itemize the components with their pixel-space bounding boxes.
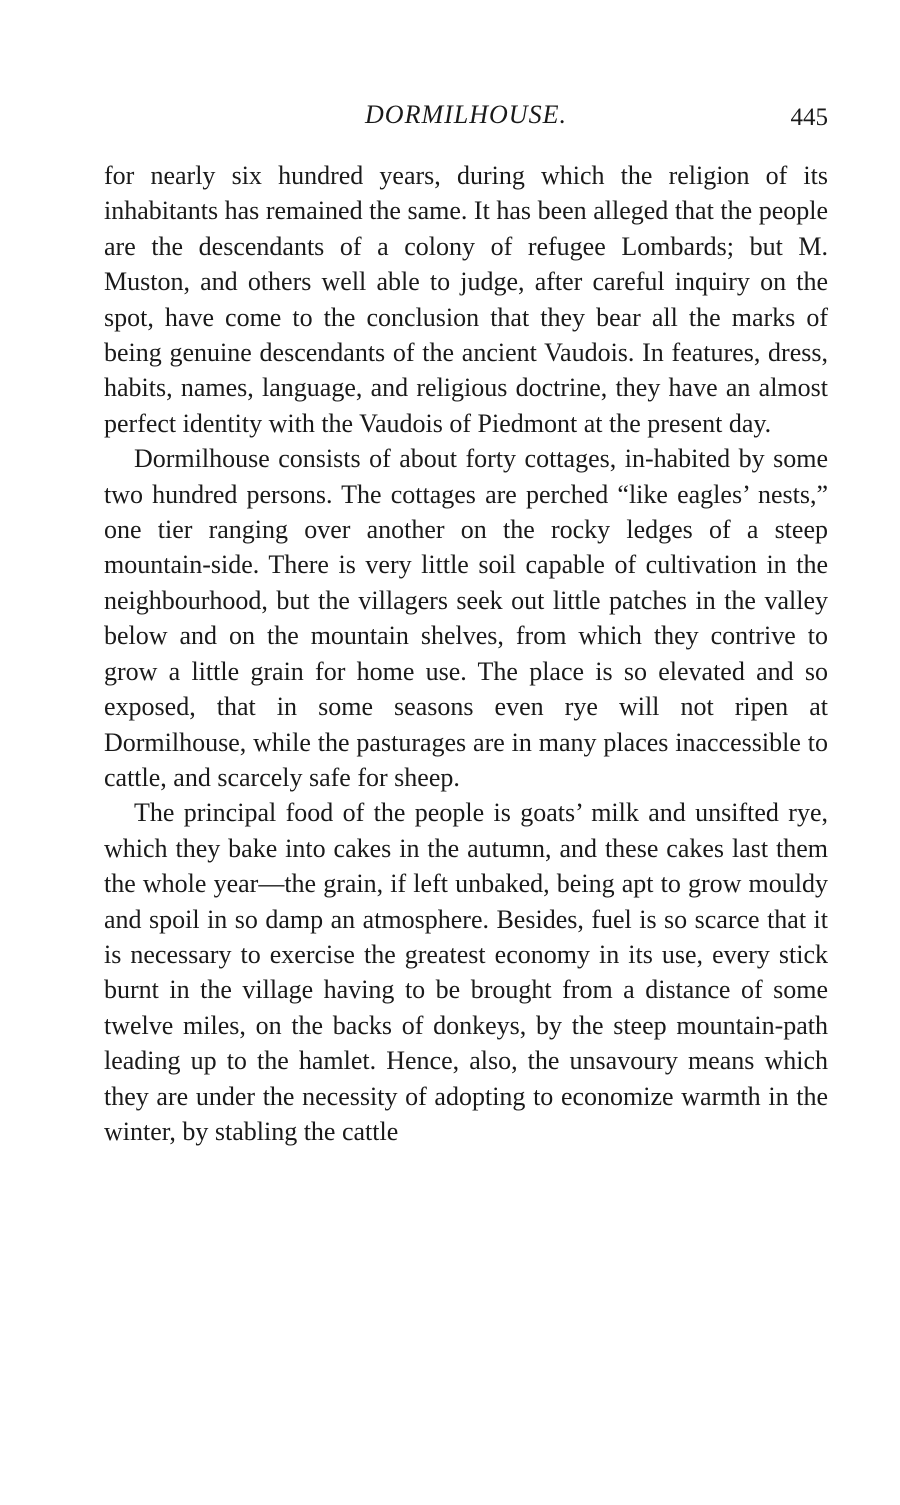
page-number: 445 <box>790 104 828 131</box>
paragraph-continued: for nearly six hundred years, during which the religion of its inhabitants has remained the same. It has been alleged that the people are the descendants of a colony of refugee Lombards; but M. Muston, and others well able to judge, after careful inquiry on the spot, have come to the conclusion that they bear all the marks of being genuine descendants of the ancient Vaudois. In features, dress, habits, names, language, and religious doctrine, they have an almost perfect identity with the Vaudois of Piedmont at the present day. <box>104 161 828 438</box>
paragraph: The principal food of the people is goats’ milk and unsifted rye, which they bake into cakes in the autumn, and these cakes last them the whole year—the grain, if left unbaked, being apt to grow mouldy and spoil in so damp an atmosphere. Besides, fuel is so scarce that it is necessary to exercise the greatest economy in its use, every stick burnt in the village having to be brought from a distance of some twelve miles, on the backs of donkeys, by the steep mountain-path leading up to the hamlet. Hence, also, the unsavoury means which they are under the necessity of adopting to economize warmth in the winter, by stabling the cattle <box>104 798 828 1146</box>
running-title: DORMILHOUSE. <box>365 100 567 129</box>
paragraph: Dormilhouse consists of about forty cottages, in-habited by some two hundred persons. The cottages are perched “like eagles’ nests,” one tier ranging over another on the rocky ledges of a steep mountain-side. There is very little soil capable of cultivation in the neighbourhood, but the villagers seek out little patches in the valley below and on the mountain shelves, from which they contrive to grow a little grain for home use. The place is so elevated and so exposed, that in some seasons even rye will not ripen at Dormilhouse, while the pasturages are in many places inaccessible to cattle, and scarcely safe for sheep. <box>104 444 828 792</box>
body-text <box>104 158 828 1149</box>
page-header <box>104 100 828 140</box>
